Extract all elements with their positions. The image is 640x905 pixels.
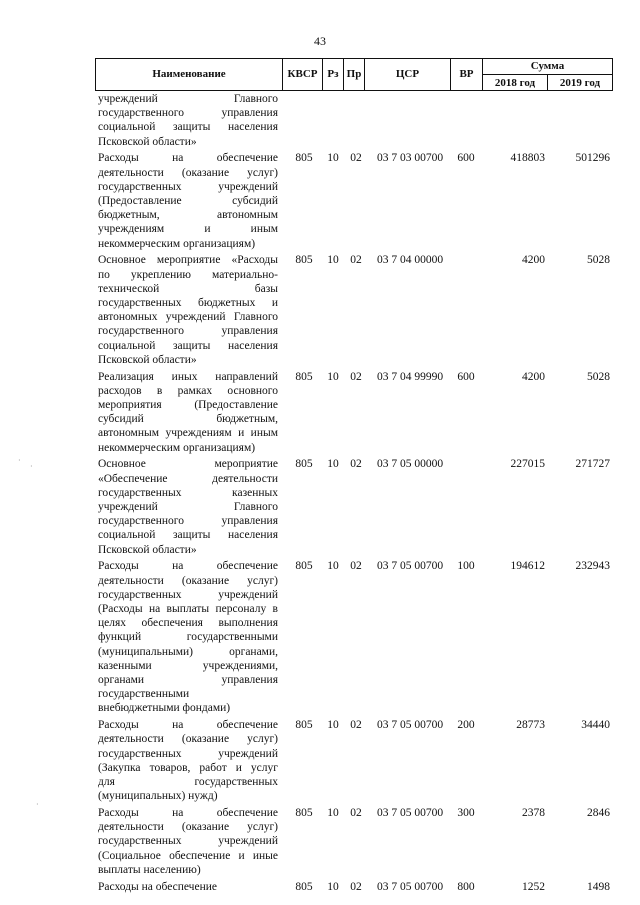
- header-kvsr: КВСР: [287, 68, 318, 80]
- row-rz: 10: [327, 719, 339, 732]
- row-name: [98, 92, 278, 149]
- header-2018: 2018 год: [494, 77, 536, 89]
- row-name-line: деятельности (оказание услуг): [98, 574, 278, 587]
- row-name-line: деятельности (оказание услуг): [98, 733, 278, 746]
- row-name-line: (Расходы на выплаты персоналу в: [98, 603, 278, 615]
- row-kvsr: 805: [295, 370, 313, 383]
- row-name: [98, 253, 278, 367]
- row-name-line: государственных учреждений: [98, 835, 278, 848]
- row-s2018: 1252: [522, 880, 545, 893]
- row-name-line: Расходы на обеспечение: [98, 560, 278, 573]
- row-name-line: (муниципальных) нужд): [98, 790, 218, 803]
- row-s2019: 5028: [587, 254, 610, 267]
- row-rz: 10: [327, 560, 339, 573]
- row-name: [98, 559, 278, 715]
- row-name-line: государственных учреждений: [98, 180, 278, 193]
- header-name: Наименование: [152, 68, 226, 80]
- row-s2019: 501296: [575, 152, 610, 165]
- row-vr: 200: [457, 719, 475, 732]
- row-pr: 02: [350, 152, 362, 165]
- row-s2019: 34440: [581, 719, 610, 732]
- row-s2018: 194612: [510, 560, 545, 573]
- row-name: [98, 457, 278, 556]
- row-name-line: бюджетным, автономным: [98, 209, 278, 222]
- row-name-line: по укреплению материально-: [98, 268, 278, 281]
- row-name-line: внебюджетными фондами): [98, 702, 231, 715]
- row-rz: 10: [327, 880, 339, 893]
- row-name-line: Основное мероприятие «Расходы: [98, 254, 278, 267]
- row-s2018: 2378: [522, 807, 545, 819]
- row-kvsr: 805: [295, 254, 313, 267]
- row-csr: 03 7 05 00700: [376, 719, 444, 732]
- row-name-line: некоммерческим организациям): [98, 237, 256, 250]
- row-name-line: государственными: [98, 688, 190, 701]
- row-name-line: Псковской области»: [98, 353, 197, 366]
- row-name-line: выплаты населению): [98, 863, 201, 876]
- row-rz: 10: [327, 458, 339, 471]
- row-s2018: 418803: [510, 152, 545, 165]
- row-vr: 100: [457, 560, 475, 573]
- row-name-line: субсидий бюджетным,: [98, 413, 278, 426]
- header-pr: Пр: [346, 68, 362, 80]
- row-name-line: казенными учреждениями,: [98, 659, 278, 672]
- row-name-line: Основное мероприятие: [98, 458, 278, 471]
- row-csr: 03 7 05 00700: [376, 807, 444, 819]
- row-kvsr: 805: [295, 719, 313, 732]
- row-pr: 02: [350, 254, 362, 267]
- row-name-line: мероприятия (Предоставление: [98, 399, 278, 411]
- row-name: [98, 151, 278, 250]
- row-name-line: (Закупка товаров, работ и услуг: [98, 761, 278, 774]
- row-pr: 02: [350, 880, 362, 893]
- row-s2019: 232943: [575, 560, 610, 573]
- row-name-line: (Предоставление субсидий: [98, 195, 278, 207]
- row-kvsr: 805: [295, 807, 313, 819]
- row-name-line: социальной защиты населения: [98, 529, 278, 542]
- margin-dot: ·: [36, 800, 39, 809]
- row-rz: 10: [327, 807, 339, 819]
- row-name-line: автономных учреждений Главного: [98, 311, 278, 324]
- header-rz: Рз: [327, 68, 339, 80]
- row-vr: 600: [457, 152, 475, 165]
- row-name-line: государственного управления: [98, 515, 278, 528]
- row-vr: 800: [457, 880, 475, 893]
- header-sum: Сумма: [530, 60, 565, 72]
- row-name-line: учреждениям и иным: [98, 223, 278, 236]
- row-name-line: социальной защиты населения: [98, 121, 278, 134]
- row-name-line: Псковской области»: [98, 135, 197, 148]
- row-name: [98, 370, 278, 455]
- row-pr: 02: [350, 370, 362, 383]
- table-header: [95, 58, 613, 91]
- page-number: 43: [314, 34, 326, 48]
- row-s2019: 1498: [587, 880, 610, 893]
- row-s2019: 2846: [587, 807, 610, 819]
- row-csr: 03 7 05 00700: [376, 560, 444, 573]
- header-csr: ЦСР: [395, 68, 420, 80]
- row-vr: 300: [457, 807, 475, 819]
- row-name-line: технической базы: [98, 282, 278, 295]
- row-name: [98, 806, 278, 877]
- row-name-line: для государственных: [98, 776, 278, 788]
- margin-dot: ·: [18, 456, 21, 465]
- row-name-line: Реализация иных направлений: [98, 370, 278, 383]
- row-kvsr: 805: [295, 880, 313, 893]
- row-pr: 02: [350, 807, 362, 819]
- row-kvsr: 805: [295, 458, 313, 471]
- row-name: [98, 880, 278, 894]
- row-name-line: Расходы на обеспечение: [98, 880, 217, 893]
- row-csr: 03 7 04 99990: [376, 370, 444, 383]
- row-rz: 10: [327, 370, 339, 383]
- margin-dot: ·: [30, 462, 33, 471]
- row-name-line: Расходы на обеспечение: [98, 152, 278, 165]
- row-csr: 03 7 03 00700: [376, 152, 444, 165]
- row-name-line: государственных казенных: [98, 486, 278, 499]
- row-name-line: государственных бюджетных и: [98, 297, 278, 309]
- row-s2018: 4200: [522, 254, 545, 267]
- row-name-line: Расходы на обеспечение: [98, 719, 278, 732]
- row-pr: 02: [350, 458, 362, 471]
- row-s2018: 28773: [516, 719, 545, 732]
- row-name-line: органами управления: [98, 674, 278, 687]
- row-name-line: Расходы на обеспечение: [98, 807, 278, 819]
- row-name-line: расходов в рамках основного: [98, 384, 278, 397]
- row-name-line: деятельности (оказание услуг): [98, 821, 278, 834]
- row-rz: 10: [327, 254, 339, 267]
- row-name-line: целях обеспечения выполнения: [98, 617, 278, 630]
- row-name-line: (муниципальными) органами,: [98, 645, 278, 658]
- row-name-line: государственных учреждений: [98, 588, 278, 601]
- row-pr: 02: [350, 719, 362, 732]
- row-name-line: социальной защиты населения: [98, 339, 278, 352]
- row-vr: 600: [457, 370, 475, 383]
- row-name-line: государственного управления: [98, 325, 278, 338]
- row-pr: 02: [350, 560, 362, 573]
- row-csr: 03 7 05 00700: [376, 880, 444, 893]
- row-kvsr: 805: [295, 560, 313, 573]
- row-name-line: автономным учреждениям и иным: [98, 427, 278, 440]
- header-2019: 2019 год: [559, 77, 601, 89]
- row-csr: 03 7 04 00000: [376, 254, 444, 267]
- header-vr: ВР: [459, 68, 474, 80]
- row-s2018: 4200: [522, 370, 545, 383]
- row-name-line: «Обеспечение деятельности: [98, 472, 278, 485]
- row-s2019: 5028: [587, 370, 610, 383]
- row-name-line: деятельности (оказание услуг): [98, 166, 278, 179]
- row-name-line: функций государственными: [98, 631, 278, 644]
- row-name-line: (Социальное обеспечение и иные: [98, 849, 278, 862]
- row-name-line: учреждений Главного: [98, 501, 278, 513]
- row-name-line: некоммерческим организациям): [98, 441, 256, 454]
- row-csr: 03 7 05 00000: [376, 458, 444, 471]
- row-name: [98, 718, 278, 803]
- row-name-line: учреждений Главного: [98, 93, 278, 105]
- row-s2018: 227015: [510, 458, 545, 471]
- row-s2019: 271727: [575, 458, 610, 471]
- row-name-line: Псковской области»: [98, 543, 197, 556]
- row-rz: 10: [327, 152, 339, 165]
- row-name-line: государственных учреждений: [98, 747, 278, 760]
- row-kvsr: 805: [295, 152, 313, 165]
- row-name-line: государственного управления: [98, 107, 278, 120]
